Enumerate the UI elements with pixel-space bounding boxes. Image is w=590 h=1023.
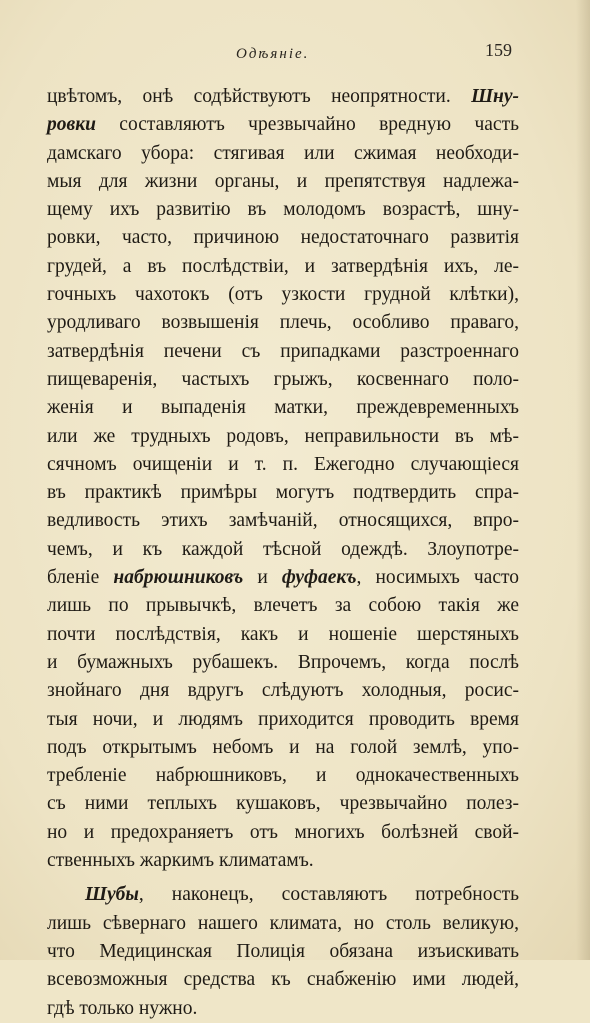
text-segment: и бумажныхъ рубашекъ. Впрочемъ, когда послѣ: [47, 651, 519, 673]
text-segment: уродливаго возвышенiя плечь, особливо праваго,: [47, 312, 519, 334]
text-line: [47, 938, 519, 966]
text-line: [47, 338, 519, 366]
text-line: [47, 168, 519, 196]
text-line: [47, 111, 519, 139]
text-segment: щему ихъ развитiю въ молодомъ возрастѣ, шну-: [47, 199, 519, 221]
text-segment: затвердѣнiя печени съ припадками разстроеннаго: [47, 340, 519, 362]
text-line: [47, 592, 519, 620]
text-segment: но и предохраняетъ отъ многихъ болѣзней свой-: [47, 821, 519, 843]
text-line: [47, 83, 519, 111]
text-line: [47, 366, 519, 394]
text-line: [47, 621, 519, 649]
text-line: [47, 423, 519, 451]
page-edge-shadow: [576, 0, 590, 960]
text-segment: женiя и выпаденiя матки, преждевременныхъ: [47, 397, 519, 419]
italic-term: фуфаекъ: [281, 567, 357, 589]
text-line: [47, 479, 519, 507]
text-segment: гочныхъ чахотокъ (отъ узкости грудной клѣтки),: [47, 284, 519, 306]
text-line: [47, 196, 519, 224]
text-line: [47, 881, 519, 909]
text-line: [47, 706, 519, 734]
text-segment: что Медицинская Полицiя обязана изъискивать: [47, 940, 519, 962]
text-line: [47, 253, 519, 281]
page-header: [0, 40, 590, 70]
text-line: [47, 649, 519, 677]
text-segment: ственныхъ жаркимъ климатамъ.: [47, 850, 314, 872]
page-number: 159: [485, 40, 512, 60]
text-segment: или же трудныхъ родовъ, неправильности въ мѣ-: [47, 425, 519, 447]
text-line: [47, 995, 519, 1023]
text-segment: ровки, часто, причиною недостаточнаго развитiя: [47, 227, 519, 249]
text-segment: тыя ночи, и людямъ приходится проводить время: [47, 708, 519, 730]
text-segment: всевозможныя средства къ снабженiю ими людей,: [47, 969, 519, 991]
text-segment: подъ открытымъ небомъ и на голой землѣ, упо-: [47, 736, 519, 758]
italic-term: набрюшниковъ: [113, 567, 244, 589]
italic-term: Шубы: [85, 884, 139, 906]
text-segment: пищеваренiя, частыхъ грыжъ, косвеннаго поло-: [47, 368, 519, 390]
italic-term: ровки: [47, 114, 96, 136]
text-line: [47, 847, 519, 875]
text-line: [47, 281, 519, 309]
text-line: [47, 140, 519, 168]
paragraph: [47, 881, 519, 1022]
text-line: [47, 966, 519, 994]
text-segment: ведливость этихъ замѣчанiй, относящихся, впро-: [47, 510, 519, 532]
text-line: [47, 507, 519, 535]
text-line: [47, 451, 519, 479]
text-segment: бленiе: [47, 567, 114, 589]
text-segment: почти послѣдствiя, какъ и ношенiе шерстяныхъ: [47, 623, 519, 645]
paragraph: [47, 83, 519, 875]
text-segment: требленiе набрюшниковъ, и однокачественныхъ: [47, 765, 519, 787]
text-line: [47, 910, 519, 938]
text-line: [47, 394, 519, 422]
text-segment: въ практикѣ примѣры могутъ подтвердить спра-: [47, 482, 519, 504]
text-segment: , носимыхъ часто: [356, 567, 519, 589]
text-segment: грудей, а въ послѣдствiи, и затвердѣнiя ихъ, ле-: [47, 255, 519, 277]
text-segment: мыя для жизни органы, и препятствуя надлежа-: [47, 170, 519, 192]
body-text: [47, 83, 519, 1023]
running-title: Одѣянiе.: [236, 46, 310, 62]
text-line: [47, 677, 519, 705]
text-segment: чемъ, и къ каждой тѣсной одеждѣ. Злоупотре-: [47, 538, 519, 560]
italic-term: Шну-: [471, 86, 519, 107]
text-segment: цвѣтомъ, онѣ содѣйствуютъ неопрятности.: [47, 86, 472, 107]
text-line: [47, 224, 519, 252]
text-line: [47, 790, 519, 818]
text-line: [47, 309, 519, 337]
text-segment: съ ними теплыхъ кушаковъ, чрезвычайно полез-: [47, 793, 519, 815]
text-segment: составляютъ чрезвычайно вредную часть: [95, 114, 519, 136]
text-line: [47, 762, 519, 790]
text-line: [47, 734, 519, 762]
text-segment: лишь по прывычкѣ, влечетъ за собою такiя же: [47, 595, 519, 617]
text-segment: и: [243, 567, 282, 589]
text-line: [47, 564, 519, 592]
text-segment: лишь сѣвернаго нашего климата, но столь великую,: [47, 912, 519, 934]
text-segment: дамскаго убора: стягивая или сжимая необходи-: [47, 142, 519, 164]
text-line: [47, 536, 519, 564]
text-segment: гдѣ только нужно.: [47, 997, 198, 1019]
text-segment: знойнаго дня вдругъ слѣдуютъ холодныя, росис-: [47, 680, 519, 702]
text-segment: сячномъ очищенiи и т. п. Ежегодно случающiеся: [47, 453, 519, 475]
text-segment: , наконецъ, составляютъ потребность: [138, 884, 519, 906]
text-line: [47, 819, 519, 847]
